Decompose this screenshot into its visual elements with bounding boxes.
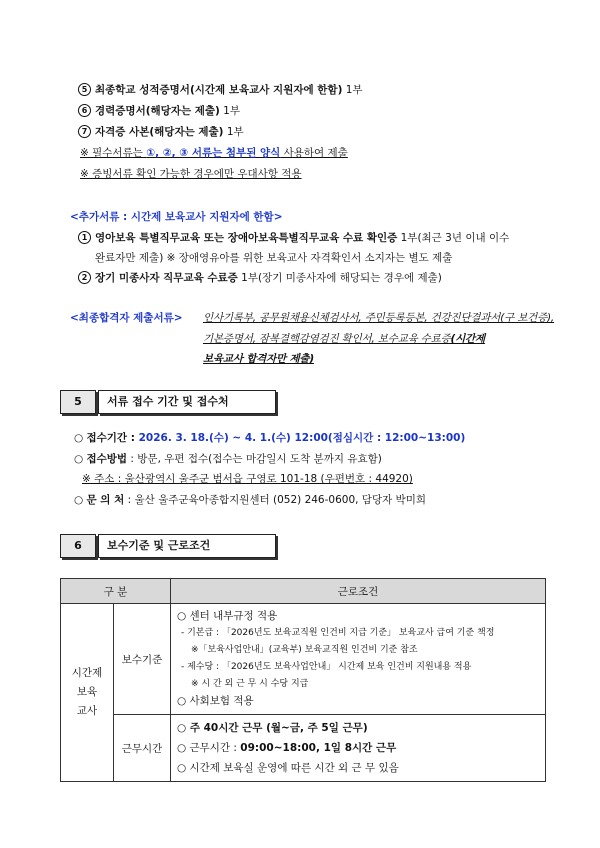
contact-value: : 울산 울주군육아종합지원센터 (052) 246-0600, 담당자 박미희 <box>124 494 426 506</box>
contact <box>74 492 426 507</box>
hours-line-label: ○ 근무시간 : <box>177 742 241 754</box>
additional-item-1-title: 영아보육 특별직무교육 또는 장애아보육특별직무교육 수료 확인증 <box>95 232 398 244</box>
additional-item-1-rest: 1부(최근 3년 이내 이수 <box>397 232 510 244</box>
final-docs-line-2 <box>203 331 485 346</box>
note-text-end: 사용하여 제출 <box>280 147 348 159</box>
item-6 <box>78 103 240 118</box>
item-7-count: 1부 <box>223 126 244 138</box>
section-5-number: 5 <box>60 390 96 414</box>
group-line: 보육 <box>76 686 98 698</box>
pay-line: ※ 시 간 외 근 무 시 수당 지급 <box>191 679 309 689</box>
additional-item-2-rest: 1부(장기 미종사자에 해당되는 경우에 제출) <box>237 272 442 284</box>
circle-number: 2 <box>78 271 91 284</box>
item-5-count: 1부 <box>342 84 363 96</box>
hours-line-value: 09:00~18:00, 1일 8시간 근무 <box>240 742 397 754</box>
required-docs-note <box>80 145 348 160</box>
final-docs-line-1: 인사기록부, 공무원채용신체검사서, 주민등록등본, 건강진단결과서(구 보건증), <box>203 312 555 324</box>
bullet-circle: ○ <box>74 432 87 444</box>
pay-line: ○ 센터 내부규정 적용 <box>177 610 278 622</box>
section-6-title: 보수기준 및 근로조건 <box>98 534 276 558</box>
receipt-method-label: 접수방법 <box>86 453 128 465</box>
note-highlight: ①, ②, ③ 서류는 첨부된 양식 <box>146 147 281 159</box>
final-docs-line-3: 보육교사 합격자만 제출) <box>203 353 314 365</box>
circle-number: 7 <box>78 125 91 138</box>
item-7-title: 자격증 사본(해당자는 제출) <box>95 126 224 138</box>
bullet-circle: ○ <box>74 453 87 465</box>
pay-label: 보수기준 <box>114 604 171 715</box>
additional-item-1-cont: 완료자만 제출) ※ 장애영유아를 위한 보육교사 자격확인서 소지자는 별도 제출 <box>95 252 453 264</box>
circle-number: 5 <box>78 83 91 96</box>
item-7 <box>78 124 244 139</box>
item-5 <box>78 82 363 97</box>
receipt-method-value: : 방문, 우편 접수(접수는 마감일시 도착 분까지 유효함) <box>127 453 382 465</box>
hours-line: ○ 주 40시간 근무 (월~금, 주 5일 근무) <box>177 722 368 734</box>
receipt-method <box>74 451 382 466</box>
evidence-note: ※ 증빙서류 확인 가능한 경우에만 우대사항 적용 <box>80 168 302 180</box>
circle-number: 6 <box>78 104 91 117</box>
receipt-address: ※ 주소 : 울산광역시 울주군 범서읍 구영로 101-18 (우편번호 : 44920) <box>82 473 413 485</box>
note-text: ※ 필수서류는 <box>80 147 147 159</box>
final-docs-line-2-bold: (시간제 <box>450 333 485 345</box>
pay-line: - 제수당 : 「2026년도 보육사업안내」 시간제 보육 인건비 지원내용 적용 <box>181 662 472 672</box>
working-conditions-table <box>60 578 546 782</box>
section-6-number: 6 <box>60 534 96 558</box>
receipt-period-value: 2026. 3. 18.(수) ~ 4. 1.(수) 12:00(점심시간 : 12:00~13:00) <box>138 432 466 444</box>
hours-conditions <box>171 715 546 782</box>
receipt-period-label: 접수기간 : <box>86 432 139 444</box>
item-5-title: 최종학교 성적증명서(시간제 보육교사 지원자에 한함) <box>95 84 343 96</box>
item-6-count: 1부 <box>219 105 240 117</box>
additional-item-2 <box>78 270 442 285</box>
additional-item-1 <box>78 230 509 245</box>
hours-label: 근무시간 <box>114 715 171 782</box>
hours-line <box>177 738 545 758</box>
circle-number: 1 <box>78 231 91 244</box>
final-docs-line-2-text: 기본증명서, 잠복결핵감염검진 확인서, 보수교육 수료증 <box>203 333 451 345</box>
final-docs-heading: <최종합격자 제출서류> <box>70 312 183 324</box>
table-head-conditions: 근로조건 <box>171 579 546 604</box>
section-5-title: 서류 접수 기간 및 접수처 <box>98 390 276 414</box>
additional-item-2-title: 장기 미종사자 직무교육 수료증 <box>95 272 238 284</box>
pay-line: - 기본급 : 「2026년도 보육교직원 인건비 지급 기준」 보육교사 급여 기준 책정 <box>181 628 495 638</box>
pay-line: ○ 사회보험 적용 <box>177 695 254 707</box>
group-line: 교사 <box>76 705 98 717</box>
receipt-period <box>74 430 465 445</box>
item-6-title: 경력증명서(해당자는 제출) <box>95 105 220 117</box>
contact-label: 문 의 처 <box>86 494 125 506</box>
pay-line: ※「보육사업안내」(교육부) 보육교직원 인건비 기준 참조 <box>191 645 418 655</box>
additional-docs-heading: <추가서류 : 시간제 보육교사 지원자에 한함> <box>70 211 283 223</box>
pay-conditions <box>171 604 546 715</box>
table-head-category: 구 분 <box>61 579 171 604</box>
group-cell <box>61 604 114 782</box>
hours-line: ○ 시간제 보육실 운영에 따른 시간 외 근 무 있음 <box>177 762 399 774</box>
bullet-circle: ○ <box>74 494 87 506</box>
group-line: 시간제 <box>71 667 103 679</box>
